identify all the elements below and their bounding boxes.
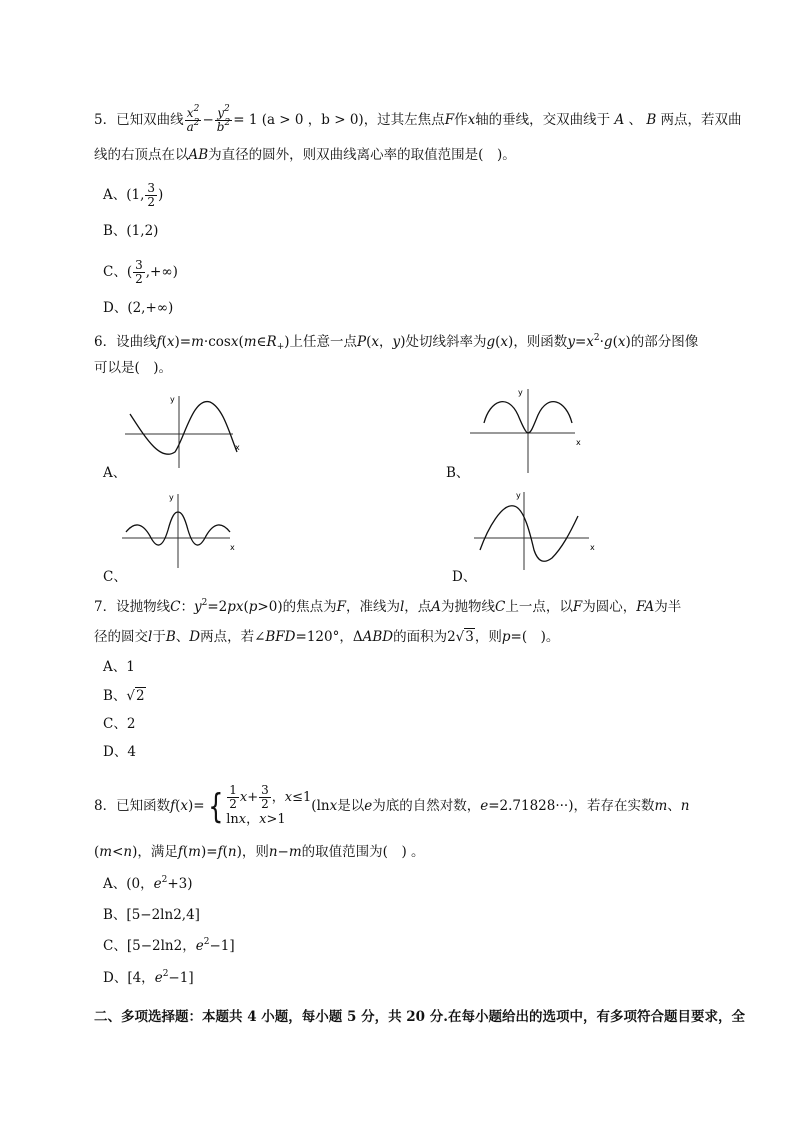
q6-text4: ，则函数 (513, 334, 568, 350)
q8-text4: ，若存在实数 (573, 798, 655, 814)
q8-line2: (m<n)，满足f(m)=f(n)，则n−m的取值范围为( ) 。 (94, 844, 425, 860)
q8-option-d: D、[4，$e^2-1$] (103, 969, 194, 986)
q5-text-b: 作 (454, 112, 468, 128)
q5-intro: 已知双曲线 (116, 112, 184, 128)
q8-option-b: B、[5−2ln2,4] (103, 907, 200, 923)
q6-graph-d-x: x (590, 543, 595, 552)
q8-option-c-label: C、 (103, 938, 127, 954)
q7-line2f: ( )。 (521, 629, 560, 645)
q7-text1: 设抛物线 (116, 599, 171, 615)
q6-graph-c-x: x (230, 543, 235, 552)
q7-text8: 为半 (654, 599, 682, 615)
q8-option-a-label: A、 (103, 876, 127, 892)
q6-graph-b-y: y (518, 388, 523, 397)
q6-line1: 6．设曲线$f(x)=m\cdot\cos x(m\in R_+)$上任意一点P(x，y)处切线斜率为g(x)，则函数$y=x^2\cdot g(x)$的部分图像 (94, 333, 699, 352)
q5-line2: 线的右顶点在以AB为直径的圆外，则双曲线离心率的取值范围是( )。 (94, 147, 516, 163)
q7-option-a: A、1 (103, 659, 135, 675)
q5-text-c: 轴的垂线，交双曲线于 (475, 112, 611, 128)
q6-text5: 的部分图像 (630, 334, 699, 350)
q5-frac-y: $\frac{y^2}{b^2}$ (216, 104, 231, 134)
q8-line1: 8．已知函数f(x)={ $\frac{1}{2}$ x+ $\frac{3}{2}$ ，x≤1 lnx，x>1 (lnx是以e为底的自然对数，e=2.71828···)，若存在实数m、n (94, 783, 690, 827)
q5-option-a: A、(1, $\frac{3}{2}$ ) (103, 181, 164, 209)
q7-number: 7． (94, 599, 117, 615)
q7-option-b-label: B、 (103, 688, 127, 704)
q6-label-a: A、 (103, 465, 127, 481)
q6-graph-c-y: y (169, 493, 174, 502)
q6-graph-c (122, 490, 240, 570)
q7-line2e: ，则 (474, 629, 502, 645)
q5-line2b: 为直径的圆外，则双曲线离心率的取值范围是( )。 (208, 147, 516, 163)
q8-cases: $\frac{1}{2}$ x+ $\frac{3}{2}$ ，x≤1 lnx，x>1 (226, 783, 312, 827)
q6-label-d: D、 (452, 569, 477, 585)
q7-line2a: 径的圆交 (94, 629, 148, 645)
q8-option-b-label: B、 (103, 907, 127, 923)
q5-frac-x: $\frac{x^2}{a^2}$ (186, 104, 200, 134)
q6-text1: 设曲线 (116, 334, 157, 350)
q6-text3: 处切线斜率为 (405, 334, 487, 350)
q5-line2a: 线的右顶点在以 (94, 147, 189, 163)
q8-option-c: C、[5−2ln2，$e^2-1$] (103, 937, 235, 954)
q8-text1: 已知函数 (116, 798, 171, 814)
q6-graph-a-y: y (170, 395, 175, 404)
q5-option-c-label: C、 (103, 264, 127, 280)
q8-option-d-label: D、 (103, 970, 128, 986)
q5-text-d: 两点，若双曲 (660, 112, 742, 128)
q6-label-b: B、 (446, 465, 470, 481)
q5-option-b: B、(1,2) (103, 223, 159, 239)
q7-option-d: D、4 (103, 744, 136, 760)
q8-line2b: ，则 (241, 844, 269, 860)
q8-text3: 为底的自然对数， (372, 798, 481, 814)
q6-line2: 可以是( )。 (94, 360, 173, 376)
q8-line2a: ，满足 (137, 844, 178, 860)
q5-line1: 5．已知双曲线 $\frac{x^2}{a^2}$ − $\frac{y^2}{b^2}$ = 1 (a > 0 ，b > 0)，过其左焦点F作x轴的垂线，交双曲线于 A 、 B 两点，若双曲 (94, 104, 742, 134)
q7-text6: 上一点，以 (505, 599, 573, 615)
q7-option-c: C、2 (103, 716, 136, 732)
q7-option-b: B、√2 (103, 688, 145, 704)
q7-line2: 径的圆交l于B、D两点，若∠BFD=120°，ΔABD的面积为2√3，则p=( )。 (94, 629, 560, 645)
q7-text5: 为抛物线 (441, 599, 496, 615)
q6-graph-a-x: x (235, 443, 240, 452)
q7-line2d: 的面积为 (393, 629, 448, 645)
q7-text2: 的焦点为 (282, 599, 337, 615)
q8-option-a: A、(0，$e^2+3$) (103, 875, 193, 892)
q7-text7: 为圆心， (582, 599, 637, 615)
q7-line2c: 两点，若 (200, 629, 255, 645)
q5-option-d: D、(2,+∞) (103, 300, 174, 316)
q7-text4: ，点 (404, 599, 432, 615)
q6-text2: 上任意一点 (289, 334, 358, 350)
q6-label-c: C、 (103, 569, 127, 585)
q5-cond: = 1 (a > 0 ，b > 0) (233, 112, 364, 128)
q6-graph-a (125, 392, 243, 472)
q6-graph-d-y: y (516, 491, 521, 500)
q7-text3: ，准线为 (345, 599, 400, 615)
q5-text-a: ，过其左焦点 (363, 112, 445, 128)
q8-line2c: 的取值范围为( ) 。 (301, 844, 425, 860)
q6-graph-b-x: x (576, 438, 581, 447)
q6-graph-b (470, 385, 585, 475)
q8-number: 8． (94, 798, 117, 814)
q7-line2b: 于 (152, 629, 166, 645)
q5-option-a-label: A、 (103, 187, 127, 203)
q5-option-c: C、( $\frac{3}{2}$ ,+∞) (103, 258, 178, 286)
q5-number: 5． (94, 112, 117, 128)
q7-line1: 7．设抛物线C：$y^2=2px(p>0)$的焦点为F，准线为l，点A为抛物线C上一点，以F为圆心，FA为半 (94, 598, 682, 615)
q6-graph-d (474, 488, 599, 573)
section-2-heading: 二、多项选择题：本题共 4 小题，每小题 5 分，共 20 分.在每小题给出的选项中，有多项符合题目要求，全 (94, 1009, 745, 1025)
q8-text2: 是以 (337, 798, 365, 814)
q6-number: 6． (94, 334, 117, 350)
